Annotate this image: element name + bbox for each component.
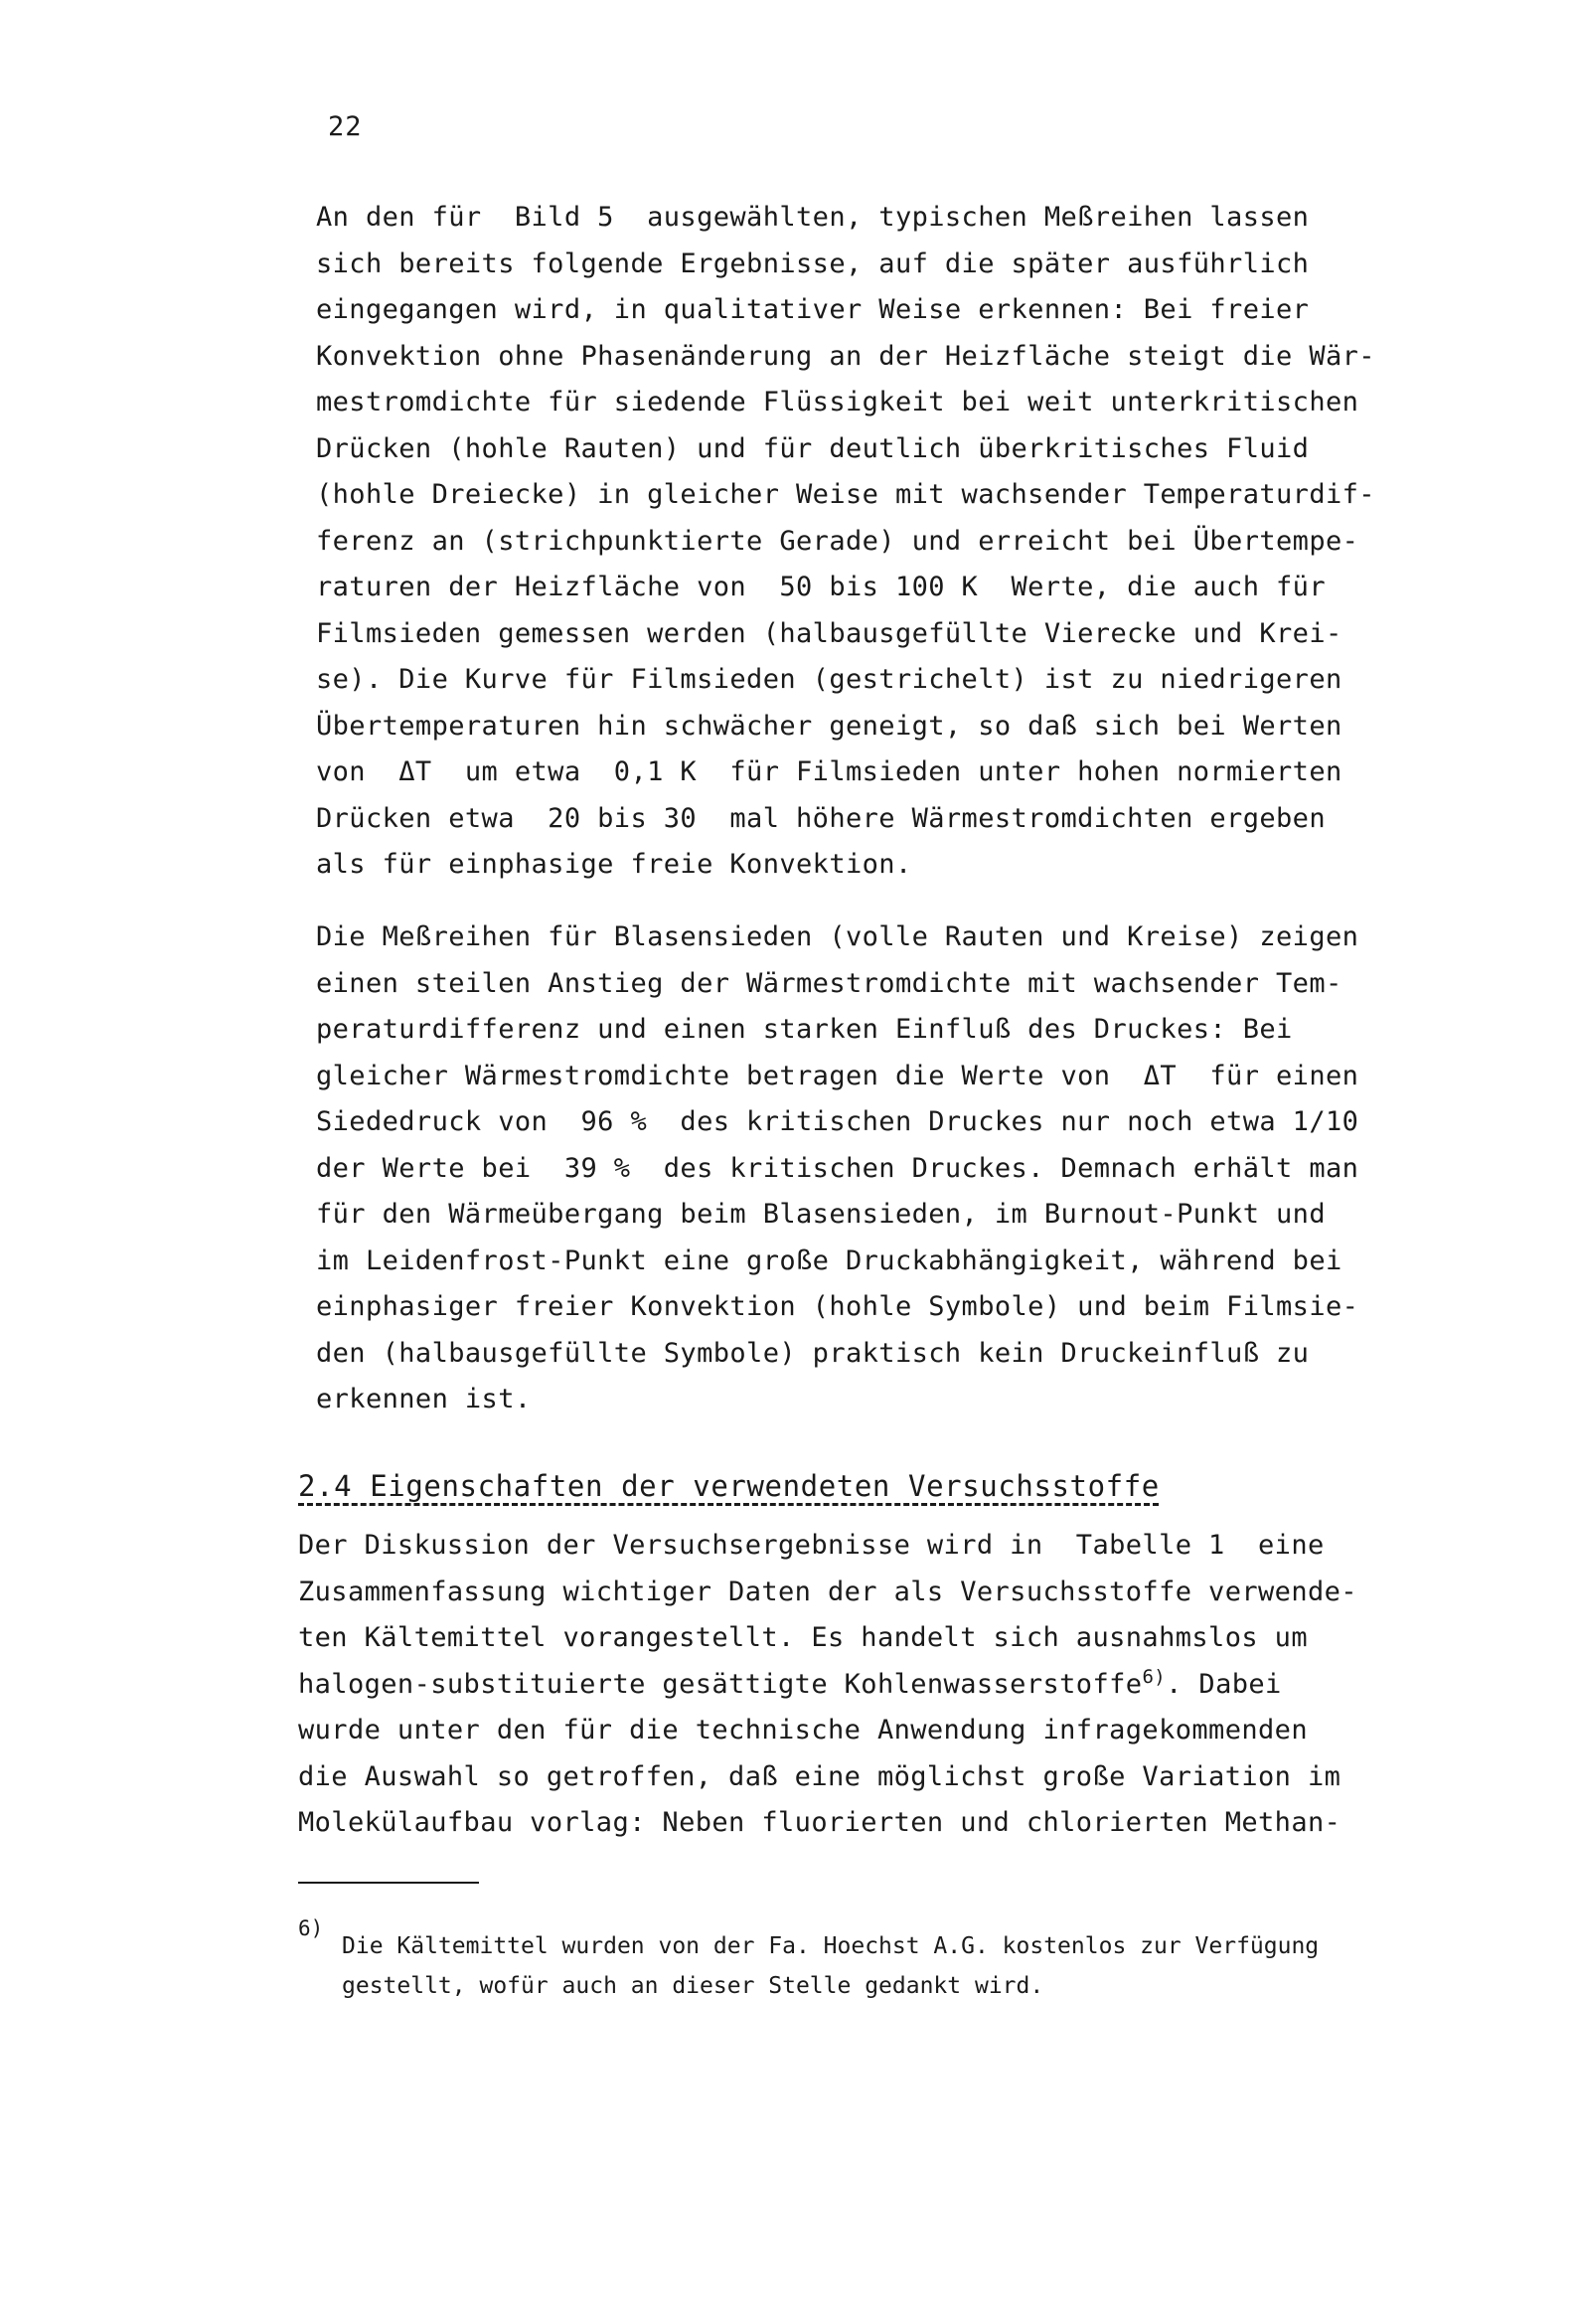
text-line: erkennen ist. xyxy=(316,1384,532,1414)
text-line: peraturdifferenz und einen starken Einfluß des Druckes: Bei xyxy=(316,1014,1293,1045)
paragraph-test-substances xyxy=(298,1523,1471,1847)
text-line: Siededruck von 96 % des kritischen Druckes nur noch etwa 1/10 xyxy=(316,1106,1359,1137)
text-line: Die Meßreihen für Blasensieden (volle Rauten und Kreise) zeigen xyxy=(316,921,1359,952)
page-number: 22 xyxy=(328,111,363,142)
text-line: Drücken (hohle Rauten) und für deutlich überkritisches Fluid xyxy=(316,432,1310,464)
text-line: Zusammenfassung wichtiger Daten der als Versuchsstoffe verwende- xyxy=(298,1576,1357,1607)
text-line: raturen der Heizfläche von 50 bis 100 K Werte, die auch für xyxy=(316,572,1326,602)
text-line: mestromdichte für siedende Flüssigkeit bei weit unterkritischen xyxy=(316,387,1359,417)
text-line: se). Die Kurve für Filmsieden (gestrichelt) ist zu niedrigeren xyxy=(316,664,1342,695)
text-line: Molekülaufbau vorlag: Neben fluorierten und chlorierten Methan- xyxy=(298,1807,1341,1838)
text-line: den (halbausgefüllte Symbole) praktisch kein Druckeinfluß zu xyxy=(316,1337,1310,1369)
text-line: die Auswahl so getroffen, daß eine möglichst große Variation im xyxy=(298,1760,1341,1792)
text-line: Filmsieden gemessen werden (halbausgefüllte Vierecke und Krei- xyxy=(316,617,1342,649)
text-line: von ΔT um etwa 0,1 K für Filmsieden unter hohen normierten xyxy=(316,756,1342,787)
text-line: wurde unter den für die technische Anwendung infragekommenden xyxy=(298,1715,1308,1745)
text-segment: halogen-substituierte gesättigte Kohlenwasserstoffe xyxy=(298,1668,1143,1700)
text-line: Der Diskussion der Versuchsergebnisse wird in Tabelle 1 eine xyxy=(298,1530,1325,1561)
footnote-mark: 6) xyxy=(298,1916,324,1940)
text-line: eingegangen wird, in qualitativer Weise erkennen: Bei freier xyxy=(316,294,1310,325)
text-line: ferenz an (strichpunktierte Gerade) und erreicht bei Übertempe- xyxy=(316,525,1359,557)
text-line: (hohle Dreiecke) in gleicher Weise mit wachsender Temperaturdif- xyxy=(316,479,1375,510)
text-line: für den Wärmeübergang beim Blasensieden, im Burnout-Punkt und xyxy=(316,1199,1326,1230)
text-line: gleicher Wärmestromdichte betragen die Werte von ΔT für einen xyxy=(316,1060,1359,1091)
text-line: einphasiger freier Konvektion (hohle Symbole) und beim Filmsie- xyxy=(316,1291,1359,1322)
text-line: An den für Bild 5 ausgewählten, typischen Meßreihen lassen xyxy=(316,202,1310,233)
footnote-text xyxy=(342,1926,1319,2006)
text-line: Übertemperaturen hin schwächer geneigt, so daß sich bei Werten xyxy=(316,710,1342,742)
footnote-line: gestellt, wofür auch an dieser Stelle gedankt wird. xyxy=(342,1973,1044,1999)
section-heading: 2.4 Eigenschaften der verwendeten Versuchsstoffe xyxy=(298,1469,1160,1503)
paragraph-bubble-boiling xyxy=(316,914,1489,1423)
text-line: als für einphasige freie Konvektion. xyxy=(316,849,912,880)
text-segment: . Dabei xyxy=(1166,1668,1282,1700)
text-line: Drücken etwa 20 bis 30 mal höhere Wärmestromdichten ergeben xyxy=(316,802,1326,834)
footnote-reference: 6) xyxy=(1142,1665,1167,1688)
text-line: der Werte bei 39 % des kritischen Druckes. Demnach erhält man xyxy=(316,1152,1359,1184)
text-line: sich bereits folgende Ergebnisse, auf die später ausführlich xyxy=(316,248,1310,279)
text-line: einen steilen Anstieg der Wärmestromdichte mit wachsender Tem- xyxy=(316,967,1342,999)
text-line: im Leidenfrost-Punkt eine große Druckabhängigkeit, während bei xyxy=(316,1245,1342,1276)
text-line: Konvektion ohne Phasenänderung an der Heizfläche steigt die Wär- xyxy=(316,340,1375,372)
text-line: ten Kältemittel vorangestellt. Es handelt sich ausnahmslos um xyxy=(298,1622,1308,1653)
text-line-with-footnote xyxy=(298,1662,1471,1709)
paragraph-results-overview xyxy=(316,195,1489,889)
footnote-line: Die Kältemittel wurden von der Fa. Hoechst A.G. kostenlos zur Verfügung xyxy=(342,1933,1320,1959)
footnote-separator xyxy=(298,1882,479,1884)
